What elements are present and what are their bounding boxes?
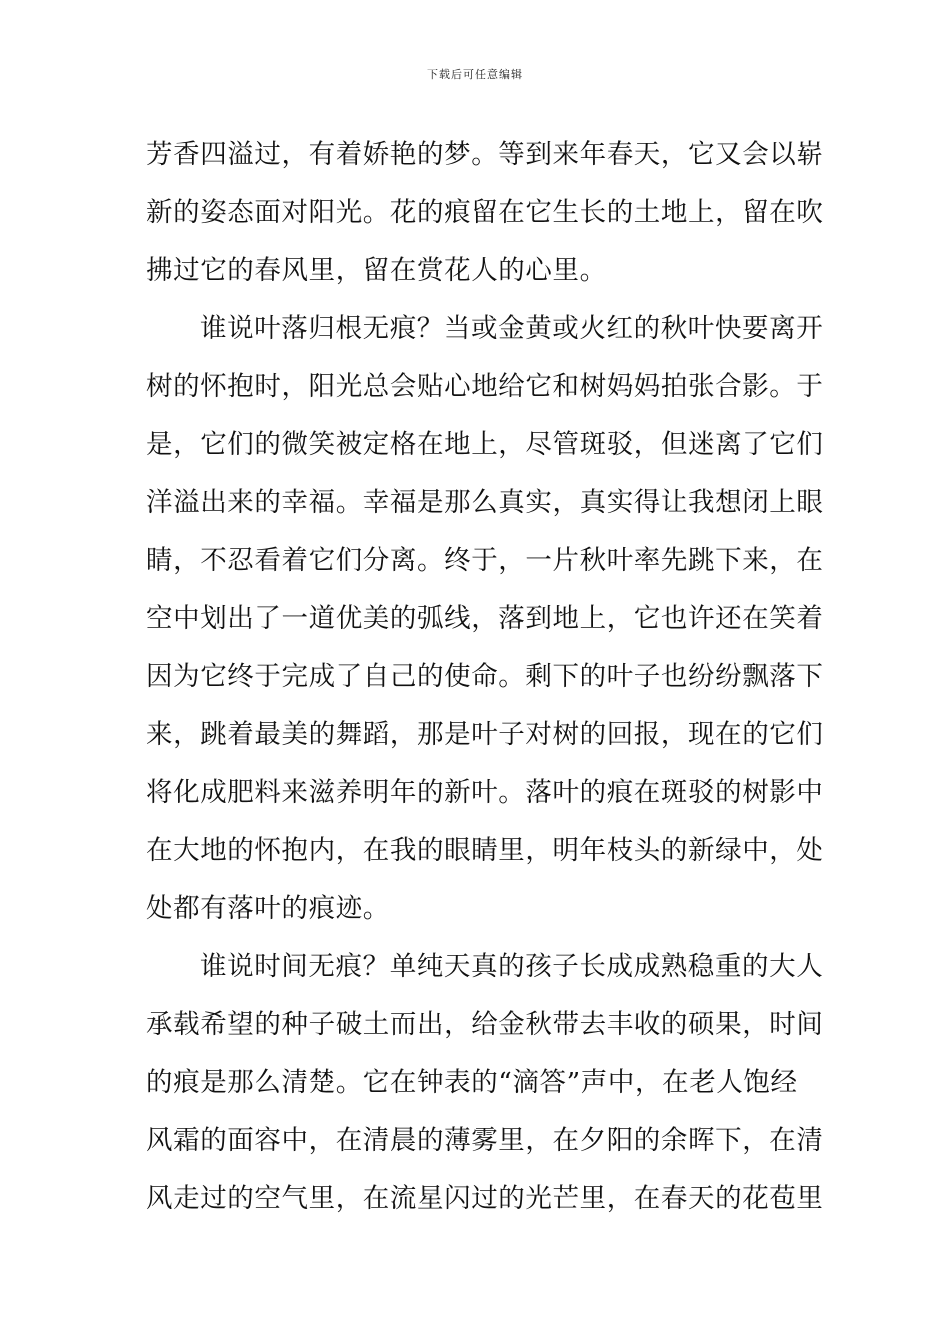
text-line: 树的怀抱时，阳光总会贴心地给它和树妈妈拍张合影。于 [146,371,824,402]
text-line: 的痕是那么清楚。它在钟表的“滴答”声中，在老人饱经 [146,1067,798,1098]
text-line: 芳香四溢过，有着娇艳的梦。等到来年春天，它又会以崭 [146,139,824,170]
text-line: 将化成肥料来滋养明年的新叶。落叶的痕在斑驳的树影中 [146,777,824,808]
text-line: 新的姿态面对阳光。花的痕留在它生长的土地上，留在吹 [146,197,824,228]
text-line: 拂过它的春风里，留在赏花人的心里。 [146,255,607,286]
text-line: 谁说时间无痕？单纯天真的孩子长成成熟稳重的大人 [200,951,824,982]
text-line: 空中划出了一道优美的弧线，落到地上，它也许还在笑着 [146,603,824,634]
text-line: 洋溢出来的幸福。幸福是那么真实，真实得让我想闭上眼 [146,487,824,518]
text-line: 处都有落叶的痕迹。 [146,893,390,924]
text-line: 来，跳着最美的舞蹈，那是叶子对树的回报，现在的它们 [146,719,824,750]
text-line: 在大地的怀抱内，在我的眼睛里，明年枝头的新绿中，处 [146,835,824,866]
text-line: 睛，不忍看着它们分离。终于，一片秋叶率先跳下来，在 [146,545,824,576]
document-body [146,126,824,1228]
text-line: 是，它们的微笑被定格在地上，尽管斑驳，但迷离了它们 [146,429,824,460]
paragraph-3 [146,938,824,1228]
text-line: 承载希望的种子破土而出，给金秋带去丰收的硕果，时间 [146,1009,824,1040]
text-line: 因为它终于完成了自己的使命。剩下的叶子也纷纷飘落下 [146,661,824,692]
text-line: 风走过的空气里，在流星闪过的光芒里，在春天的花苞里 [146,1183,824,1214]
text-line: 谁说叶落归根无痕？当或金黄或火红的秋叶快要离开 [200,313,824,344]
page-header-note: 下载后可任意编辑 [427,68,523,81]
text-line: 风霜的面容中，在清晨的薄雾里，在夕阳的余晖下，在清 [146,1125,824,1156]
paragraph-2 [146,300,824,938]
paragraph-1 [146,126,824,300]
